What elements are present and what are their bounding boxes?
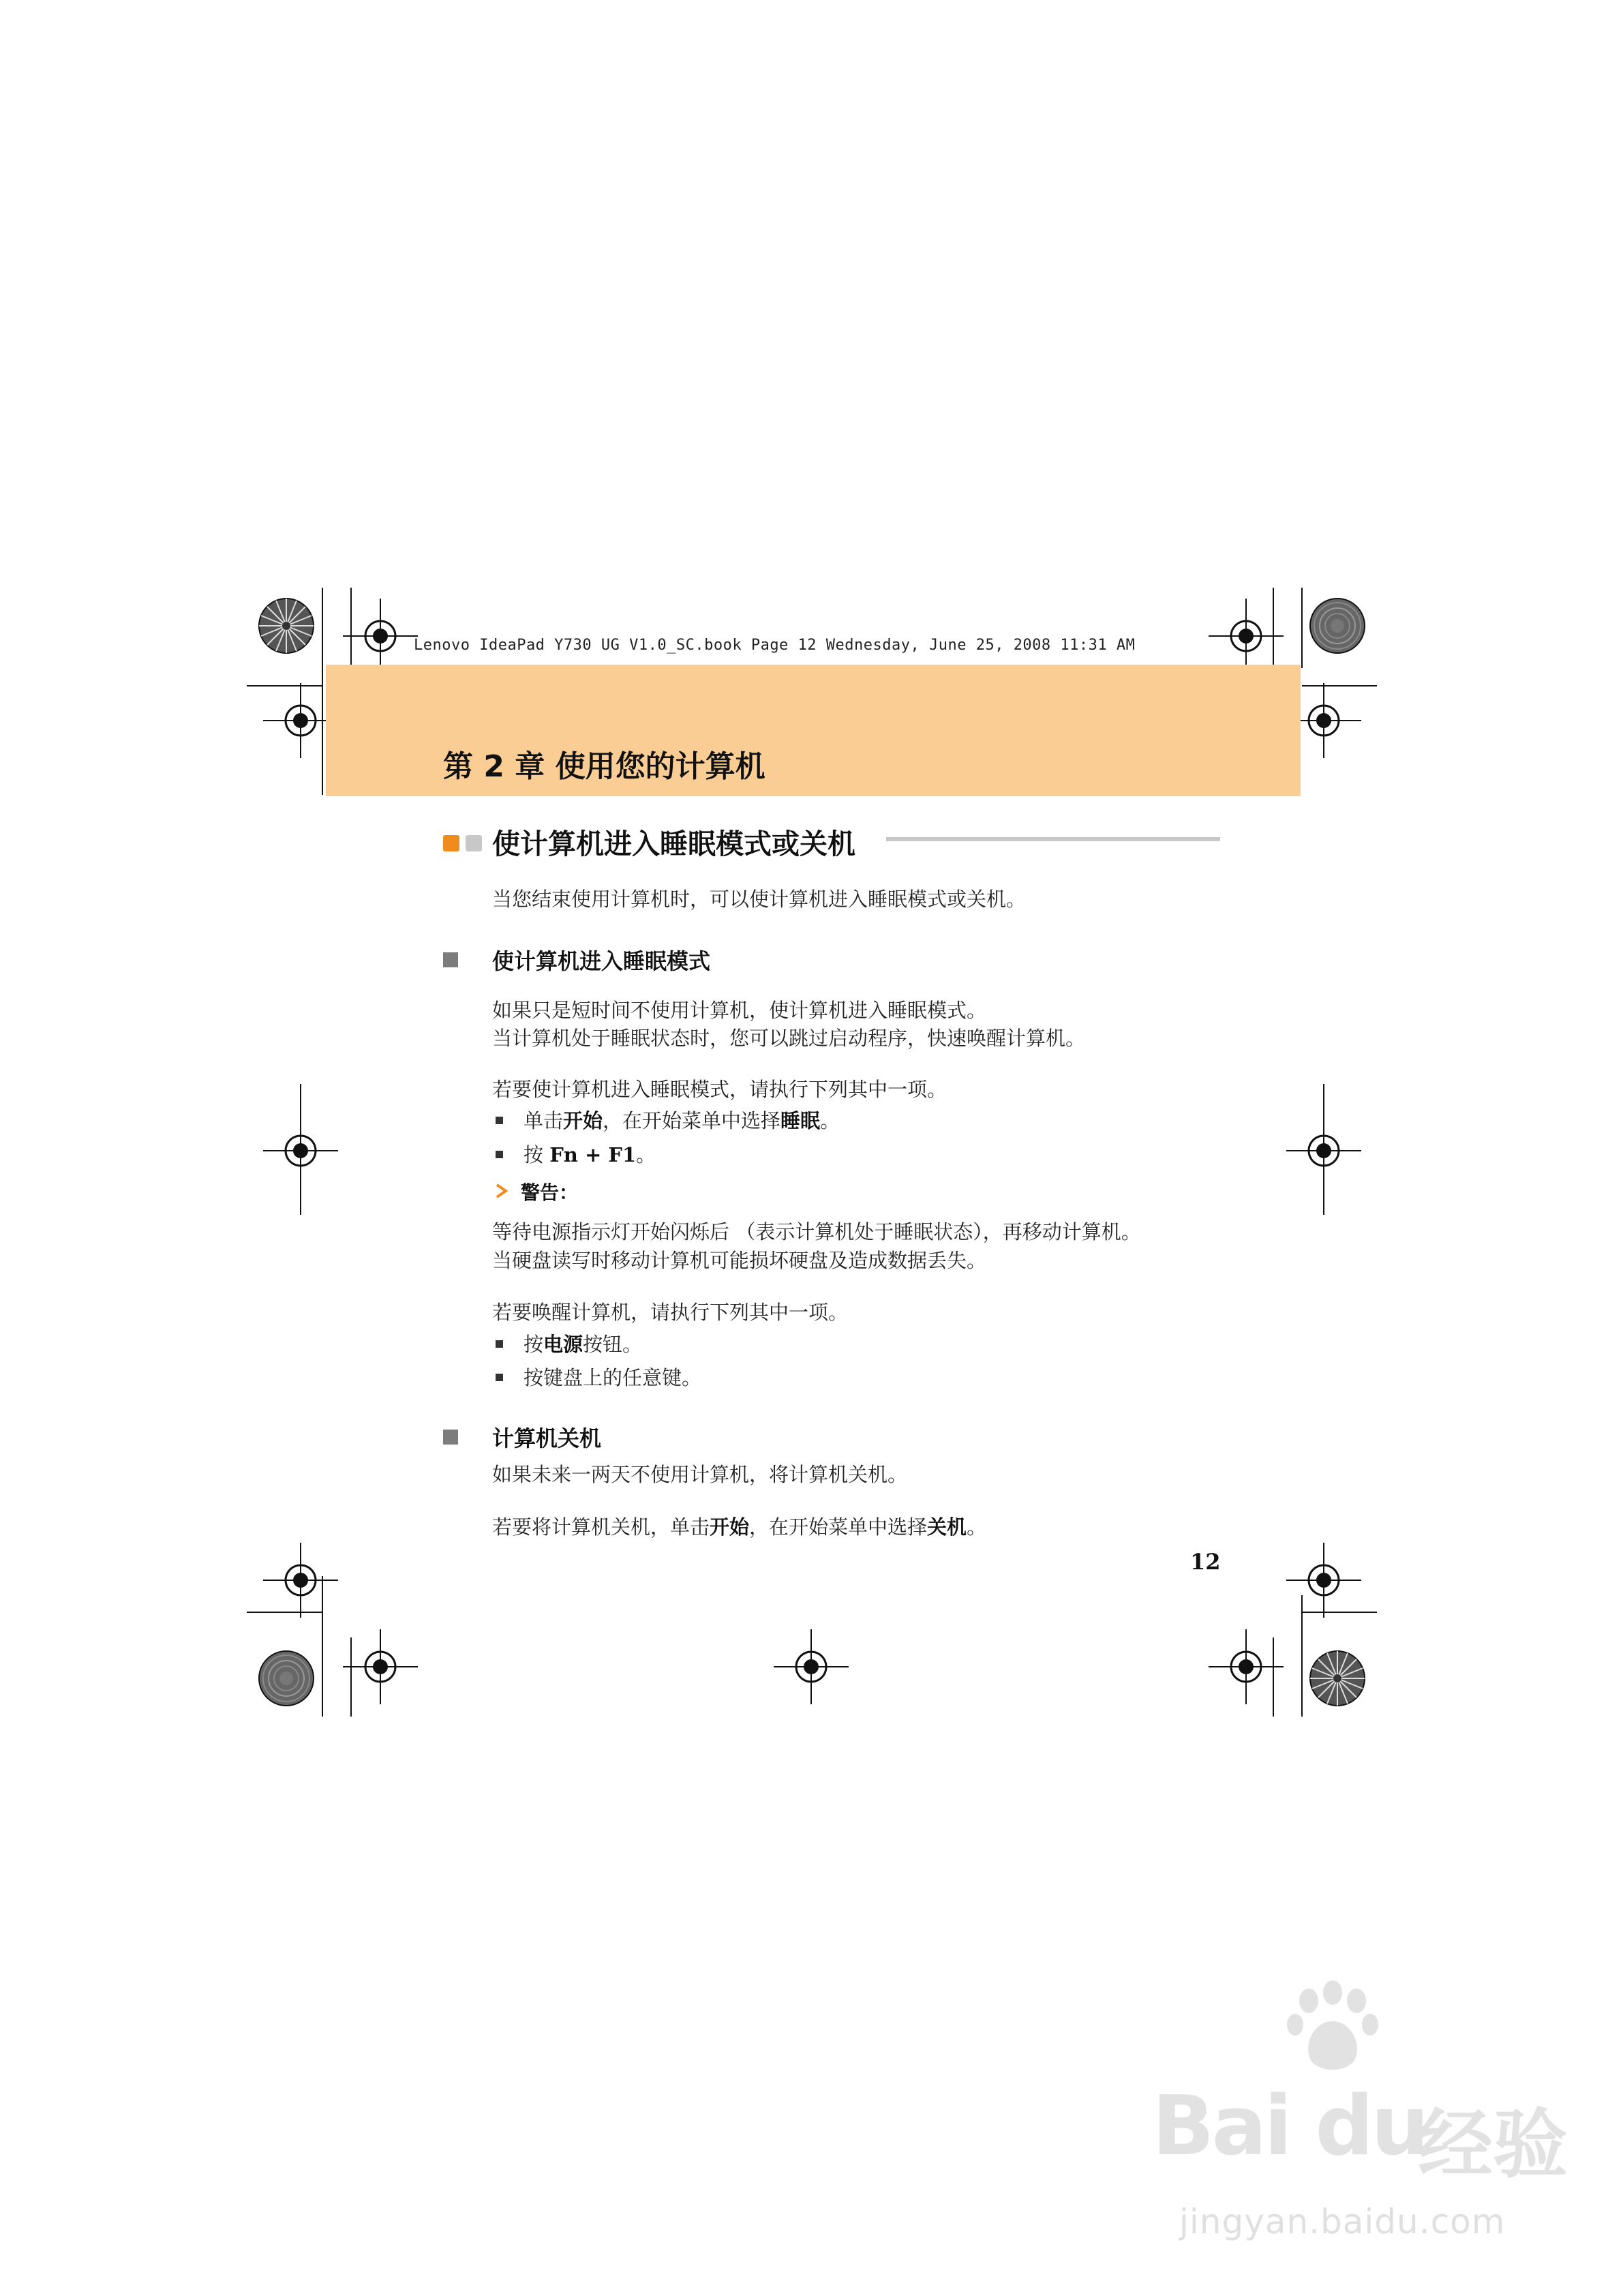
sleep-paragraph-3: 若要使计算机进入睡眠模式，请执行下列其中一项。 (492, 1078, 947, 1101)
warning-line-2: 当硬盘读写时移动计算机可能损坏硬盘及造成数据丢失。 (492, 1249, 987, 1272)
sleep-paragraph-2: 当计算机处于睡眠状态时，您可以跳过启动程序，快速唤醒计算机。 (492, 1027, 1086, 1050)
text: 单击 (524, 1109, 564, 1132)
watermark-url: jingyan.baidu.com (1179, 2202, 1506, 2241)
section-marker-orange (443, 835, 459, 851)
sleep-label: 睡眠 (780, 1109, 821, 1132)
shutdown-heading: 计算机关机 (492, 1425, 602, 1451)
watermark-logo: Bai du (1152, 2079, 1427, 2174)
text: 按 (524, 1333, 544, 1356)
hotkey-label: Fn + F1 (549, 1143, 637, 1166)
book-header-line: Lenovo IdeaPad Y730 UG V1.0_SC.book Page 12 Wednesday, June 25, 2008 11:31 AM (414, 637, 1136, 654)
subhead-marker (443, 952, 458, 967)
text: ，在开始菜单中选择 (749, 1515, 928, 1539)
text: 。 (967, 1515, 987, 1539)
section-title: 使计算机进入睡眠模式或关机 (492, 828, 855, 860)
shutdown-paragraph-1: 如果未来一两天不使用计算机，将计算机关机。 (492, 1463, 908, 1486)
arrow-icon (495, 1183, 509, 1199)
text: 若要将计算机关机，单击 (492, 1515, 710, 1539)
sleep-option-start (524, 1105, 840, 1136)
watermark-cn: 经验 (1418, 2101, 1568, 2188)
text: 按 (524, 1143, 550, 1166)
text: 。 (636, 1143, 656, 1166)
start-label: 开始 (710, 1515, 750, 1539)
intro-text: 当您结束使用计算机时，可以使计算机进入睡眠模式或关机。 (492, 888, 1027, 911)
wake-paragraph: 若要唤醒计算机，请执行下列其中一项。 (492, 1301, 849, 1324)
text: 。 (820, 1109, 840, 1132)
wake-option-anykey: 按键盘上的任意键。 (524, 1366, 702, 1389)
shutdown-label: 关机 (927, 1515, 967, 1539)
wake-option-power (524, 1329, 642, 1360)
start-label: 开始 (563, 1109, 603, 1132)
text: ，在开始菜单中选择 (603, 1109, 781, 1132)
sleep-option-hotkey (524, 1139, 656, 1170)
sleep-paragraph-1: 如果只是短时间不使用计算机，使计算机进入睡眠模式。 (492, 999, 987, 1022)
bullet-marker (496, 1151, 503, 1158)
bullet-marker (496, 1340, 503, 1348)
warning-line-1: 等待电源指示灯开始闪烁后 （表示计算机处于睡眠状态），再移动计算机。 (492, 1220, 1141, 1243)
page-number: 12 (1190, 1549, 1221, 1575)
power-label: 电源 (543, 1333, 583, 1356)
text: 按钮。 (583, 1333, 643, 1356)
warning-label: 警告： (521, 1181, 579, 1204)
section-marker-gray (466, 835, 482, 851)
section-rule (886, 837, 1220, 841)
sleep-heading: 使计算机进入睡眠模式 (492, 948, 711, 974)
bullet-marker (496, 1374, 503, 1381)
chapter-title: 第 2 章 使用您的计算机 (443, 749, 765, 784)
bullet-marker (496, 1117, 503, 1124)
subhead-marker (443, 1430, 458, 1445)
paw-icon (1281, 1980, 1384, 2076)
shutdown-paragraph-2 (492, 1511, 986, 1543)
